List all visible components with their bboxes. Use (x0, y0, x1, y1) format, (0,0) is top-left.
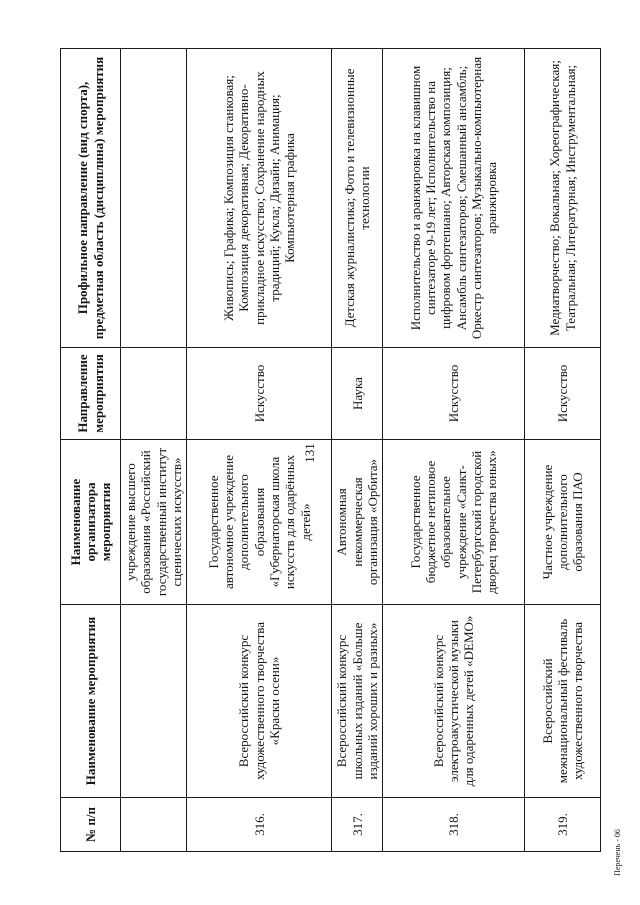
event-direction (121, 348, 187, 440)
header-organizer: Наименование организатора мероприятия (61, 440, 121, 605)
organizer-name: Частное учреждение дополнительного образования ПАО (525, 440, 601, 605)
profile-area: Живопись; Графика; Композиция станковая; Композиция декоративная; Декоративно- прикладное искусство; Сохранение народных традиций; Кукла; Дизайн; Анимация; Компьютерная графика (187, 49, 332, 348)
table-header-row (61, 49, 121, 852)
profile-area: Исполнительство и аранжировка на клавишном синтезаторе 9-19 лет; Исполнительство на цифровом фортепиано; Авторская композиция; Ансамбль синтезаторов; Смешанный ансамбль; Оркестр синтезаторов; Музыкально-компьютерная аранжировка (383, 49, 525, 348)
event-direction: Наука (332, 348, 383, 440)
footer-label: Перечень - 06 (612, 829, 622, 876)
event-name: Всероссийский конкурс художественного творчества «Краски осени» (187, 605, 332, 798)
header-number: № п/п (61, 798, 121, 852)
event-direction: Искусство (187, 348, 332, 440)
event-name: Всероссийский конкурс электроакустической музыки для одаренных детей «DEMO» (383, 605, 525, 798)
organizer-name: учреждение высшего образования «Российский государственный институт сценических искусств» (121, 440, 187, 605)
header-profile: Профильное направление (вид спорта), предметная область (дисциплина) мероприятия (61, 49, 121, 348)
event-name (121, 605, 187, 798)
header-direction: Направление мероприятия (61, 348, 121, 440)
event-name: Всероссийский конкурс школьных изданий «Больше изданий хороших и разных» (332, 605, 383, 798)
header-event-name: Наименование мероприятия (61, 605, 121, 798)
table-row (525, 49, 601, 852)
event-direction: Искусство (383, 348, 525, 440)
page-number: 131 (301, 443, 317, 463)
profile-area (121, 49, 187, 348)
row-number: 319. (525, 798, 601, 852)
table-row (187, 49, 332, 852)
table-row (332, 49, 383, 852)
row-number: 317. (332, 798, 383, 852)
row-number: 318. (383, 798, 525, 852)
row-number: 316. (187, 798, 332, 852)
rotated-table-container (60, 49, 586, 852)
table-row (383, 49, 525, 852)
event-name: Всероссийский межнациональный фестиваль художественного творчества (525, 605, 601, 798)
events-table (60, 48, 601, 852)
event-direction: Искусство (525, 348, 601, 440)
rotated-table-frame (60, 49, 586, 852)
organizer-name: Автономная некоммерческая организация «Орбита» (332, 440, 383, 605)
organizer-name: Государственное бюджетное нетиповое образовательное учреждение «Санкт-Петербургский городской дворец творчества юных» (383, 440, 525, 605)
row-number (121, 798, 187, 852)
table-row (121, 49, 187, 852)
organizer-name: Государственное автономное учреждение дополнительного образования «Губернаторская школа искусств для одарённых детей» (187, 440, 332, 605)
profile-area: Медиатворчество; Вокальная; Хореографическая; Театральная; Литературная; Инструментальная; (525, 49, 601, 348)
profile-area: Детская журналистика; Фото и телевизионные технологии (332, 49, 383, 348)
